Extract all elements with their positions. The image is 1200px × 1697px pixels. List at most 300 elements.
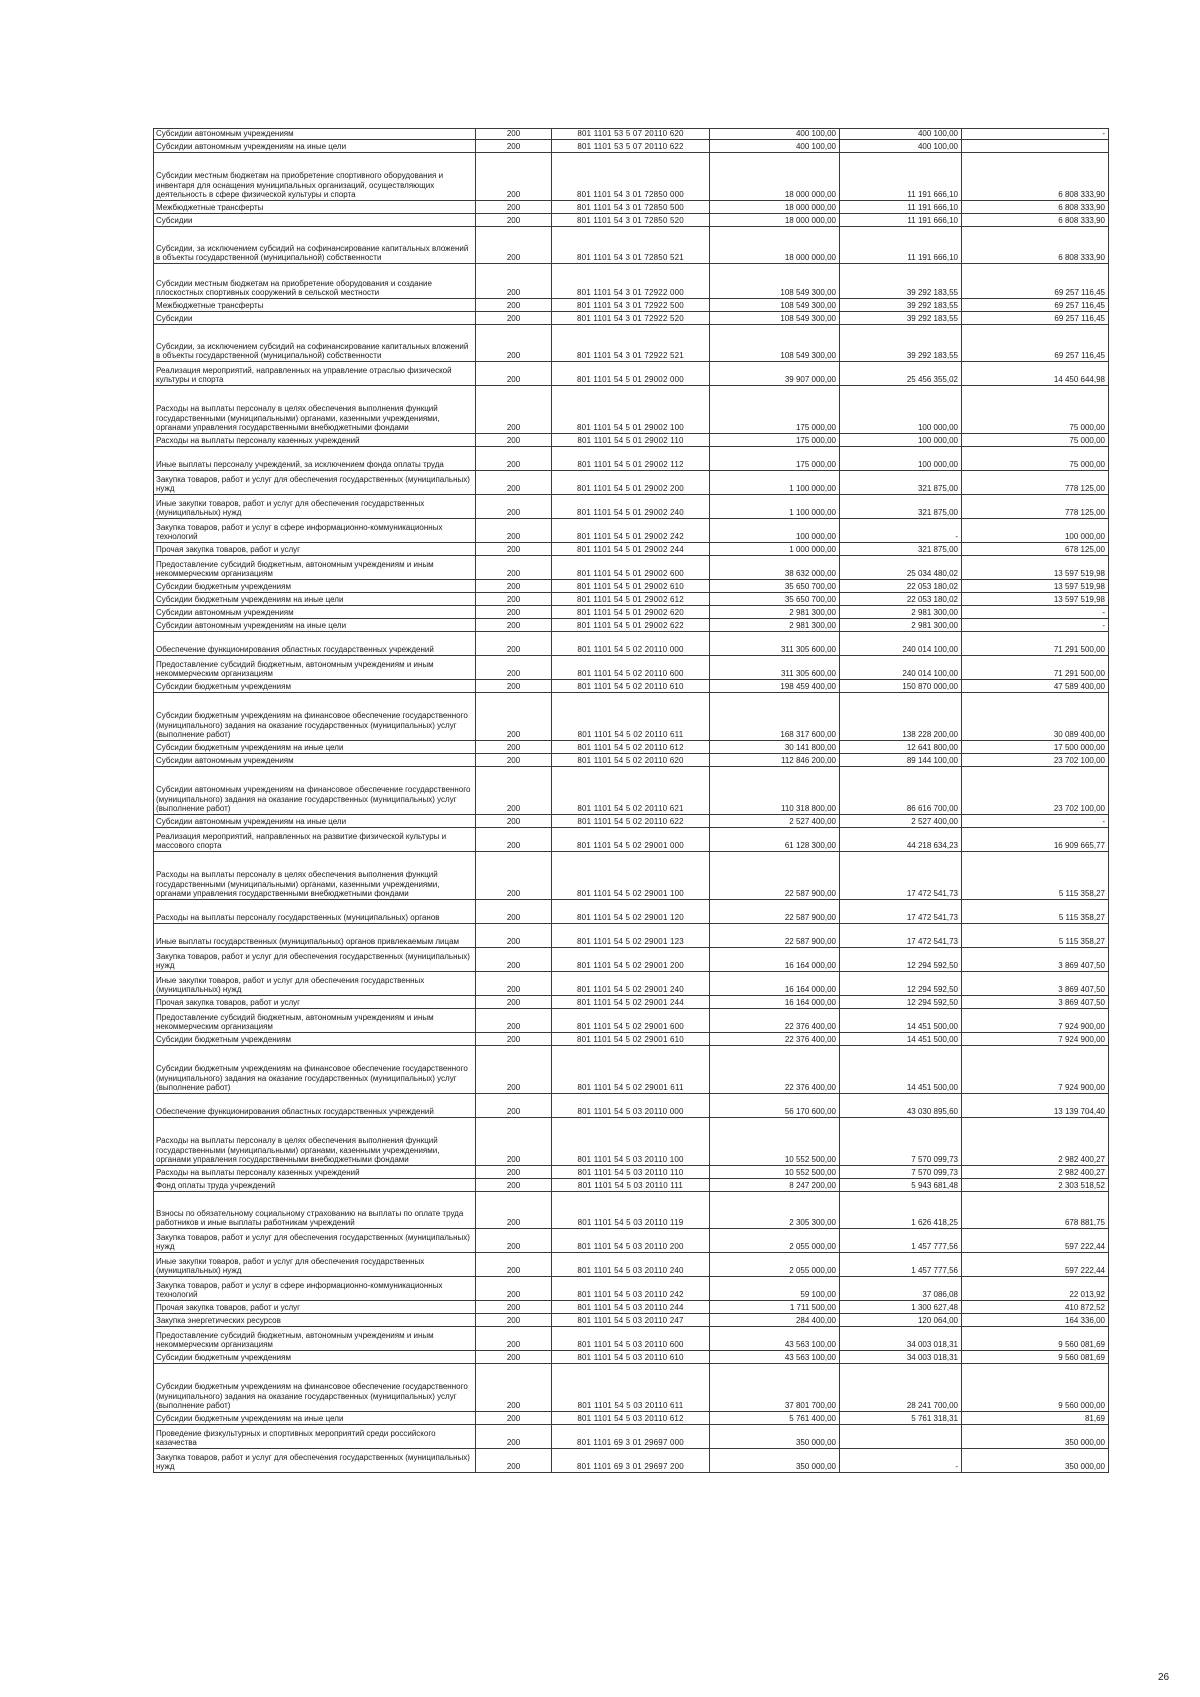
table-row <box>154 1033 1109 1046</box>
row-code-cell: 200 <box>476 153 552 201</box>
row-unexecuted-cell: 678 881,75 <box>962 1192 1109 1229</box>
row-approved-cell: 350 000,00 <box>710 1449 840 1473</box>
table-row <box>154 580 1109 593</box>
row-unexecuted-cell: 75 000,00 <box>962 386 1109 434</box>
row-name-cell: Обеспечение функционирования областных государственных учреждений <box>154 632 476 656</box>
row-executed-cell: 7 570 099,73 <box>840 1166 962 1179</box>
row-code-cell: 200 <box>476 1046 552 1094</box>
row-classification-cell: 801 1101 54 3 01 72922 500 <box>552 299 710 312</box>
row-unexecuted-cell: - <box>962 606 1109 619</box>
table-row <box>154 1118 1109 1166</box>
row-approved-cell: 59 100,00 <box>710 1277 840 1301</box>
row-code-cell: 200 <box>476 580 552 593</box>
table-row <box>154 1301 1109 1314</box>
row-unexecuted-cell: 5 115 358,27 <box>962 852 1109 900</box>
row-executed-cell: 5 943 681,48 <box>840 1179 962 1192</box>
table-row <box>154 362 1109 386</box>
row-approved-cell: 18 000 000,00 <box>710 214 840 227</box>
table-row <box>154 900 1109 924</box>
row-name-cell: Субсидии местным бюджетам на приобретение оборудования и создание плоскостных спортивных сооружений в сельской местности <box>154 264 476 299</box>
row-classification-cell: 801 1101 54 5 03 20110 610 <box>552 1351 710 1364</box>
row-unexecuted-cell: - <box>962 129 1109 140</box>
row-code-cell: 200 <box>476 264 552 299</box>
table-row <box>154 1425 1109 1449</box>
row-name-cell: Расходы на выплаты персоналу в целях обеспечения выполнения функций государственными (муниципальными) органами, казенными учреждениями, органами управления государственными внебюджетными фондами <box>154 1118 476 1166</box>
row-executed-cell: 321 875,00 <box>840 543 962 556</box>
row-code-cell: 200 <box>476 362 552 386</box>
row-unexecuted-cell: 69 257 116,45 <box>962 299 1109 312</box>
table-row <box>154 1009 1109 1033</box>
row-code-cell: 200 <box>476 1412 552 1425</box>
row-name-cell: Субсидии автономным учреждениям на финансовое обеспечение государственного (муниципального) задания на оказание государственных (муниципальных) услуг (выполнение работ) <box>154 767 476 815</box>
row-executed-cell: 28 241 700,00 <box>840 1364 962 1412</box>
row-approved-cell: 175 000,00 <box>710 447 840 471</box>
table-row <box>154 948 1109 972</box>
table-row <box>154 924 1109 948</box>
row-code-cell: 200 <box>476 1179 552 1192</box>
table-row <box>154 214 1109 227</box>
row-approved-cell: 2 055 000,00 <box>710 1229 840 1253</box>
row-classification-cell: 801 1101 54 5 02 29001 240 <box>552 972 710 996</box>
row-executed-cell: 17 472 541,73 <box>840 924 962 948</box>
row-classification-cell: 801 1101 54 5 01 29002 620 <box>552 606 710 619</box>
row-classification-cell: 801 1101 54 5 02 20110 622 <box>552 815 710 828</box>
row-unexecuted-cell: 2 982 400,27 <box>962 1166 1109 1179</box>
row-unexecuted-cell: 17 500 000,00 <box>962 741 1109 754</box>
table-row <box>154 447 1109 471</box>
row-executed-cell: 25 034 480,02 <box>840 556 962 580</box>
row-unexecuted-cell: 3 869 407,50 <box>962 996 1109 1009</box>
row-unexecuted-cell: - <box>962 815 1109 828</box>
row-code-cell: 200 <box>476 767 552 815</box>
row-code-cell: 200 <box>476 299 552 312</box>
row-approved-cell: 2 527 400,00 <box>710 815 840 828</box>
row-classification-cell: 801 1101 54 3 01 72850 000 <box>552 153 710 201</box>
row-classification-cell: 801 1101 54 5 02 29001 611 <box>552 1046 710 1094</box>
row-unexecuted-cell: 778 125,00 <box>962 495 1109 519</box>
row-unexecuted-cell: 6 808 333,90 <box>962 153 1109 201</box>
row-unexecuted-cell: 75 000,00 <box>962 434 1109 447</box>
row-name-cell: Закупка товаров, работ и услуг для обеспечения государственных (муниципальных) нужд <box>154 1229 476 1253</box>
row-approved-cell: 18 000 000,00 <box>710 201 840 214</box>
row-executed-cell: 138 228 200,00 <box>840 693 962 741</box>
row-code-cell: 200 <box>476 227 552 264</box>
row-executed-cell: 39 292 183,55 <box>840 299 962 312</box>
row-approved-cell: 2 981 300,00 <box>710 619 840 632</box>
row-executed-cell: 11 191 666,10 <box>840 214 962 227</box>
row-classification-cell: 801 1101 54 5 03 20110 111 <box>552 1179 710 1192</box>
row-executed-cell: 7 570 099,73 <box>840 1118 962 1166</box>
row-name-cell: Закупка товаров, работ и услуг в сфере информационно-коммуникационных технологий <box>154 1277 476 1301</box>
table-row <box>154 593 1109 606</box>
row-code-cell: 200 <box>476 495 552 519</box>
row-code-cell: 200 <box>476 924 552 948</box>
row-approved-cell: 311 305 600,00 <box>710 656 840 680</box>
row-approved-cell: 10 552 500,00 <box>710 1166 840 1179</box>
row-code-cell: 200 <box>476 680 552 693</box>
row-classification-cell: 801 1101 54 3 01 72922 000 <box>552 264 710 299</box>
row-classification-cell: 801 1101 54 5 02 20110 612 <box>552 741 710 754</box>
row-code-cell: 200 <box>476 1229 552 1253</box>
budget-table-body <box>154 129 1109 1473</box>
row-name-cell: Субсидии, за исключением субсидий на софинансирование капитальных вложений в объекты государственной (муниципальной) собственности <box>154 227 476 264</box>
row-classification-cell: 801 1101 54 3 01 72922 521 <box>552 325 710 362</box>
row-code-cell: 200 <box>476 948 552 972</box>
table-row <box>154 656 1109 680</box>
table-row <box>154 852 1109 900</box>
row-code-cell: 200 <box>476 593 552 606</box>
row-approved-cell: 56 170 600,00 <box>710 1094 840 1118</box>
table-row <box>154 1364 1109 1412</box>
row-executed-cell: - <box>840 519 962 543</box>
row-name-cell: Субсидии автономным учреждениям <box>154 606 476 619</box>
row-classification-cell: 801 1101 54 5 01 29002 240 <box>552 495 710 519</box>
row-unexecuted-cell: 100 000,00 <box>962 519 1109 543</box>
row-executed-cell: 89 144 100,00 <box>840 754 962 767</box>
page-number: 26 <box>1158 1672 1170 1683</box>
table-row <box>154 471 1109 495</box>
table-row <box>154 434 1109 447</box>
row-unexecuted-cell: 410 872,52 <box>962 1301 1109 1314</box>
table-row <box>154 325 1109 362</box>
row-code-cell: 200 <box>476 434 552 447</box>
row-unexecuted-cell: 69 257 116,45 <box>962 325 1109 362</box>
row-code-cell: 200 <box>476 754 552 767</box>
row-unexecuted-cell: 9 560 000,00 <box>962 1364 1109 1412</box>
row-unexecuted-cell: 13 597 519,98 <box>962 593 1109 606</box>
row-unexecuted-cell <box>962 140 1109 153</box>
row-executed-cell: 12 641 800,00 <box>840 741 962 754</box>
row-executed-cell: - <box>840 1449 962 1473</box>
row-executed-cell: 321 875,00 <box>840 495 962 519</box>
row-code-cell: 200 <box>476 1118 552 1166</box>
row-unexecuted-cell: 6 808 333,90 <box>962 214 1109 227</box>
table-row <box>154 693 1109 741</box>
table-row <box>154 1229 1109 1253</box>
row-code-cell: 200 <box>476 693 552 741</box>
row-classification-cell: 801 1101 54 5 01 29002 110 <box>552 434 710 447</box>
row-approved-cell: 16 164 000,00 <box>710 972 840 996</box>
table-row <box>154 754 1109 767</box>
row-classification-cell: 801 1101 54 5 03 20110 119 <box>552 1192 710 1229</box>
row-name-cell: Субсидии автономным учреждениям на иные цели <box>154 140 476 153</box>
row-classification-cell: 801 1101 54 5 01 29002 200 <box>552 471 710 495</box>
row-unexecuted-cell: 597 222,44 <box>962 1229 1109 1253</box>
row-executed-cell: 100 000,00 <box>840 447 962 471</box>
row-code-cell: 200 <box>476 519 552 543</box>
row-approved-cell: 1 100 000,00 <box>710 471 840 495</box>
row-approved-cell: 1 100 000,00 <box>710 495 840 519</box>
row-unexecuted-cell: 69 257 116,45 <box>962 264 1109 299</box>
row-classification-cell: 801 1101 54 5 01 29002 244 <box>552 543 710 556</box>
row-executed-cell: 240 014 100,00 <box>840 632 962 656</box>
row-classification-cell: 801 1101 54 5 02 20110 000 <box>552 632 710 656</box>
row-approved-cell: 1 000 000,00 <box>710 543 840 556</box>
row-name-cell: Субсидии бюджетным учреждениям на иные цели <box>154 741 476 754</box>
row-approved-cell: 175 000,00 <box>710 434 840 447</box>
row-classification-cell: 801 1101 54 3 01 72922 520 <box>552 312 710 325</box>
row-code-cell: 200 <box>476 1449 552 1473</box>
row-executed-cell: 2 981 300,00 <box>840 619 962 632</box>
row-classification-cell: 801 1101 54 5 03 20110 240 <box>552 1253 710 1277</box>
row-executed-cell: 14 451 500,00 <box>840 1033 962 1046</box>
row-classification-cell: 801 1101 54 5 02 29001 120 <box>552 900 710 924</box>
row-name-cell: Межбюджетные трансферты <box>154 201 476 214</box>
row-classification-cell: 801 1101 54 5 02 20110 620 <box>552 754 710 767</box>
row-classification-cell: 801 1101 54 5 03 20110 000 <box>552 1094 710 1118</box>
row-classification-cell: 801 1101 54 3 01 72850 520 <box>552 214 710 227</box>
row-executed-cell: 150 870 000,00 <box>840 680 962 693</box>
row-approved-cell: 108 549 300,00 <box>710 325 840 362</box>
row-code-cell: 200 <box>476 828 552 852</box>
table-row <box>154 386 1109 434</box>
row-unexecuted-cell: - <box>962 619 1109 632</box>
row-approved-cell: 61 128 300,00 <box>710 828 840 852</box>
row-name-cell: Закупка товаров, работ и услуг в сфере информационно-коммуникационных технологий <box>154 519 476 543</box>
row-approved-cell: 22 376 400,00 <box>710 1046 840 1094</box>
row-classification-cell: 801 1101 54 5 01 29002 000 <box>552 362 710 386</box>
row-approved-cell: 35 650 700,00 <box>710 580 840 593</box>
row-name-cell: Субсидии автономным учреждениям на иные цели <box>154 815 476 828</box>
row-unexecuted-cell: 13 139 704,40 <box>962 1094 1109 1118</box>
table-row <box>154 1351 1109 1364</box>
table-row <box>154 264 1109 299</box>
row-code-cell: 200 <box>476 214 552 227</box>
row-approved-cell: 2 305 300,00 <box>710 1192 840 1229</box>
row-classification-cell: 801 1101 54 5 02 29001 000 <box>552 828 710 852</box>
row-name-cell: Предоставление субсидий бюджетным, автономным учреждениям и иным некоммерческим организациям <box>154 1327 476 1351</box>
row-approved-cell: 22 376 400,00 <box>710 1033 840 1046</box>
row-name-cell: Субсидии автономным учреждениям <box>154 754 476 767</box>
row-executed-cell: 12 294 592,50 <box>840 996 962 1009</box>
row-classification-cell: 801 1101 54 5 03 20110 200 <box>552 1229 710 1253</box>
row-approved-cell: 2 055 000,00 <box>710 1253 840 1277</box>
row-code-cell: 200 <box>476 447 552 471</box>
row-classification-cell: 801 1101 54 5 01 29002 242 <box>552 519 710 543</box>
row-name-cell: Фонд оплаты труда учреждений <box>154 1179 476 1192</box>
row-code-cell: 200 <box>476 1327 552 1351</box>
table-row <box>154 299 1109 312</box>
row-approved-cell: 43 563 100,00 <box>710 1327 840 1351</box>
row-classification-cell: 801 1101 54 5 01 29002 612 <box>552 593 710 606</box>
row-approved-cell: 8 247 200,00 <box>710 1179 840 1192</box>
row-code-cell: 200 <box>476 201 552 214</box>
row-approved-cell: 5 761 400,00 <box>710 1412 840 1425</box>
row-executed-cell: 1 457 777,56 <box>840 1253 962 1277</box>
row-code-cell: 200 <box>476 1253 552 1277</box>
row-executed-cell: 12 294 592,50 <box>840 972 962 996</box>
row-unexecuted-cell: 678 125,00 <box>962 543 1109 556</box>
row-unexecuted-cell: 71 291 500,00 <box>962 632 1109 656</box>
row-approved-cell: 18 000 000,00 <box>710 153 840 201</box>
row-name-cell: Субсидии бюджетным учреждениям <box>154 680 476 693</box>
row-executed-cell: 321 875,00 <box>840 471 962 495</box>
row-code-cell: 200 <box>476 386 552 434</box>
table-row <box>154 1046 1109 1094</box>
row-unexecuted-cell: 16 909 665,77 <box>962 828 1109 852</box>
row-unexecuted-cell: 597 222,44 <box>962 1253 1109 1277</box>
row-code-cell: 200 <box>476 619 552 632</box>
row-executed-cell: 25 456 355,02 <box>840 362 962 386</box>
row-unexecuted-cell: 7 924 900,00 <box>962 1046 1109 1094</box>
table-row <box>154 201 1109 214</box>
row-code-cell: 200 <box>476 1192 552 1229</box>
row-name-cell: Иные закупки товаров, работ и услуг для обеспечения государственных (муниципальных) нужд <box>154 972 476 996</box>
row-classification-cell: 801 1101 54 5 03 20110 611 <box>552 1364 710 1412</box>
row-code-cell: 200 <box>476 815 552 828</box>
row-code-cell: 200 <box>476 1301 552 1314</box>
row-executed-cell: 14 451 500,00 <box>840 1009 962 1033</box>
row-name-cell: Субсидии местным бюджетам на приобретение спортивного оборудования и инвентаря для оснащения муниципальных организаций, осуществляющих деятельность в сфере физической культуры и спорта <box>154 153 476 201</box>
row-approved-cell: 2 981 300,00 <box>710 606 840 619</box>
row-approved-cell: 16 164 000,00 <box>710 996 840 1009</box>
row-classification-cell: 801 1101 54 5 02 20110 621 <box>552 767 710 815</box>
row-executed-cell: 17 472 541,73 <box>840 900 962 924</box>
table-row <box>154 815 1109 828</box>
row-executed-cell: 34 003 018,31 <box>840 1351 962 1364</box>
row-executed-cell: 86 616 700,00 <box>840 767 962 815</box>
row-code-cell: 200 <box>476 471 552 495</box>
table-row <box>154 227 1109 264</box>
row-approved-cell: 108 549 300,00 <box>710 312 840 325</box>
row-classification-cell: 801 1101 53 5 07 20110 622 <box>552 140 710 153</box>
row-approved-cell: 110 318 800,00 <box>710 767 840 815</box>
row-name-cell: Субсидии бюджетным учреждениям на иные цели <box>154 593 476 606</box>
row-approved-cell: 43 563 100,00 <box>710 1351 840 1364</box>
row-classification-cell: 801 1101 54 5 02 29001 123 <box>552 924 710 948</box>
row-approved-cell: 37 801 700,00 <box>710 1364 840 1412</box>
row-approved-cell: 284 400,00 <box>710 1314 840 1327</box>
row-unexecuted-cell: 30 089 400,00 <box>962 693 1109 741</box>
row-executed-cell: 22 053 180,02 <box>840 580 962 593</box>
row-approved-cell: 22 376 400,00 <box>710 1009 840 1033</box>
table-row <box>154 972 1109 996</box>
table-row <box>154 619 1109 632</box>
row-name-cell: Субсидии бюджетным учреждениям на финансовое обеспечение государственного (муниципального) задания на оказание государственных (муниципальных) услуг (выполнение работ) <box>154 693 476 741</box>
row-executed-cell <box>840 1425 962 1449</box>
table-row <box>154 140 1109 153</box>
row-classification-cell: 801 1101 54 5 02 29001 244 <box>552 996 710 1009</box>
row-classification-cell: 801 1101 54 5 01 29002 112 <box>552 447 710 471</box>
row-name-cell: Субсидии автономным учреждениям на иные цели <box>154 619 476 632</box>
row-executed-cell: 2 527 400,00 <box>840 815 962 828</box>
row-name-cell: Субсидии <box>154 312 476 325</box>
table-row <box>154 1166 1109 1179</box>
budget-execution-sheet <box>153 128 1108 1473</box>
row-unexecuted-cell: 3 869 407,50 <box>962 948 1109 972</box>
row-classification-cell: 801 1101 54 5 03 20110 612 <box>552 1412 710 1425</box>
row-code-cell: 200 <box>476 129 552 140</box>
row-name-cell: Обеспечение функционирования областных государственных учреждений <box>154 1094 476 1118</box>
row-approved-cell: 112 846 200,00 <box>710 754 840 767</box>
row-approved-cell: 18 000 000,00 <box>710 227 840 264</box>
row-unexecuted-cell: 6 808 333,90 <box>962 227 1109 264</box>
row-approved-cell: 311 305 600,00 <box>710 632 840 656</box>
row-classification-cell: 801 1101 54 5 03 20110 100 <box>552 1118 710 1166</box>
row-code-cell: 200 <box>476 312 552 325</box>
table-row <box>154 153 1109 201</box>
row-code-cell: 200 <box>476 741 552 754</box>
row-name-cell: Реализация мероприятий, направленных на управление отраслью физической культуры и спорта <box>154 362 476 386</box>
row-unexecuted-cell: 9 560 081,69 <box>962 1351 1109 1364</box>
row-name-cell: Субсидии бюджетным учреждениям на финансовое обеспечение государственного (муниципального) задания на оказание государственных (муниципальных) услуг (выполнение работ) <box>154 1046 476 1094</box>
row-name-cell: Иные выплаты персоналу учреждений, за исключением фонда оплаты труда <box>154 447 476 471</box>
row-executed-cell: 2 981 300,00 <box>840 606 962 619</box>
row-name-cell: Межбюджетные трансферты <box>154 299 476 312</box>
row-approved-cell: 168 317 600,00 <box>710 693 840 741</box>
row-classification-cell: 801 1101 54 5 03 20110 600 <box>552 1327 710 1351</box>
row-code-cell: 200 <box>476 556 552 580</box>
row-classification-cell: 801 1101 54 3 01 72850 500 <box>552 201 710 214</box>
row-classification-cell: 801 1101 54 5 02 20110 610 <box>552 680 710 693</box>
row-name-cell: Иные закупки товаров, работ и услуг для обеспечения государственных (муниципальных) нужд <box>154 495 476 519</box>
row-approved-cell: 1 711 500,00 <box>710 1301 840 1314</box>
row-unexecuted-cell: 13 597 519,98 <box>962 556 1109 580</box>
row-name-cell: Субсидии бюджетным учреждениям <box>154 580 476 593</box>
row-name-cell: Прочая закупка товаров, работ и услуг <box>154 1301 476 1314</box>
row-unexecuted-cell: 81,69 <box>962 1412 1109 1425</box>
row-executed-cell: 17 472 541,73 <box>840 852 962 900</box>
row-approved-cell: 108 549 300,00 <box>710 264 840 299</box>
row-name-cell: Закупка товаров, работ и услуг для обеспечения государственных (муниципальных) нужд <box>154 471 476 495</box>
row-name-cell: Предоставление субсидий бюджетным, автономным учреждениям и иным некоммерческим организациям <box>154 656 476 680</box>
table-row <box>154 1253 1109 1277</box>
row-name-cell: Закупка энергетических ресурсов <box>154 1314 476 1327</box>
row-code-cell: 200 <box>476 1094 552 1118</box>
row-unexecuted-cell: 69 257 116,45 <box>962 312 1109 325</box>
row-code-cell: 200 <box>476 325 552 362</box>
row-name-cell: Предоставление субсидий бюджетным, автономным учреждениям и иным некоммерческим организациям <box>154 1009 476 1033</box>
table-row <box>154 1327 1109 1351</box>
table-row <box>154 1314 1109 1327</box>
row-approved-cell: 175 000,00 <box>710 386 840 434</box>
row-approved-cell: 400 100,00 <box>710 140 840 153</box>
table-row <box>154 495 1109 519</box>
table-row <box>154 519 1109 543</box>
row-approved-cell: 39 907 000,00 <box>710 362 840 386</box>
row-name-cell: Проведение физкультурных и спортивных мероприятий среди российского казачества <box>154 1425 476 1449</box>
table-row <box>154 1192 1109 1229</box>
row-code-cell: 200 <box>476 852 552 900</box>
row-approved-cell: 100 000,00 <box>710 519 840 543</box>
table-row <box>154 632 1109 656</box>
row-approved-cell: 22 587 900,00 <box>710 924 840 948</box>
row-name-cell: Расходы на выплаты персоналу казенных учреждений <box>154 1166 476 1179</box>
row-classification-cell: 801 1101 69 3 01 29697 200 <box>552 1449 710 1473</box>
row-name-cell: Расходы на выплаты персоналу в целях обеспечения выполнения функций государственными (муниципальными) органами, казенными учреждениями, органами управления государственными внебюджетными фондами <box>154 386 476 434</box>
row-classification-cell: 801 1101 54 5 03 20110 242 <box>552 1277 710 1301</box>
row-executed-cell: 1 300 627,48 <box>840 1301 962 1314</box>
row-executed-cell: 1 626 418,25 <box>840 1192 962 1229</box>
row-code-cell: 200 <box>476 996 552 1009</box>
row-code-cell: 200 <box>476 1364 552 1412</box>
row-classification-cell: 801 1101 54 5 03 20110 247 <box>552 1314 710 1327</box>
row-classification-cell: 801 1101 54 5 02 29001 100 <box>552 852 710 900</box>
row-name-cell: Прочая закупка товаров, работ и услуг <box>154 996 476 1009</box>
row-unexecuted-cell: 22 013,92 <box>962 1277 1109 1301</box>
row-code-cell: 200 <box>476 1009 552 1033</box>
row-executed-cell: 240 014 100,00 <box>840 656 962 680</box>
row-approved-cell: 30 141 800,00 <box>710 741 840 754</box>
row-code-cell: 200 <box>476 543 552 556</box>
row-approved-cell: 22 587 900,00 <box>710 900 840 924</box>
row-classification-cell: 801 1101 53 5 07 20110 620 <box>552 129 710 140</box>
row-executed-cell: 44 218 634,23 <box>840 828 962 852</box>
row-unexecuted-cell: 9 560 081,69 <box>962 1327 1109 1351</box>
row-executed-cell: 22 053 180,02 <box>840 593 962 606</box>
row-code-cell: 200 <box>476 972 552 996</box>
row-code-cell: 200 <box>476 1351 552 1364</box>
